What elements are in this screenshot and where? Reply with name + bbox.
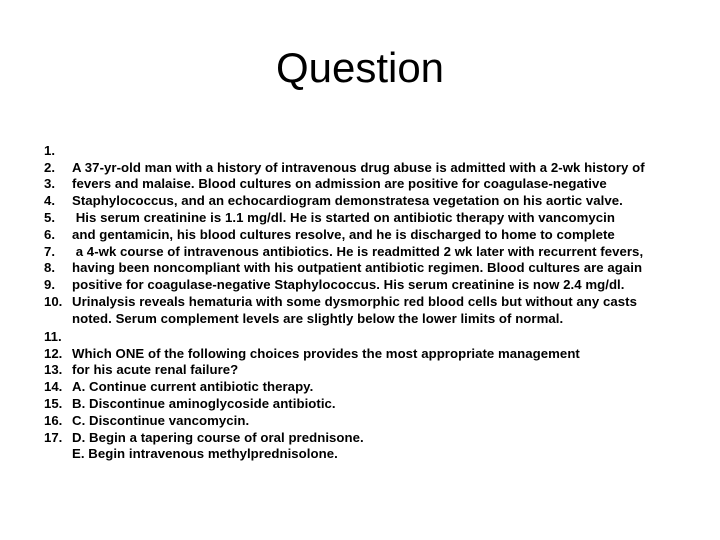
- line-text: fevers and malaise. Blood cultures on admission are positive for coagulase-negative: [72, 176, 607, 192]
- slide-title: Question: [275, 44, 445, 91]
- line-text: Urinalysis reveals hematuria with some dysmorphic red blood cells but without any casts: [72, 293, 637, 309]
- line-number: 10.: [44, 293, 63, 309]
- line-number: 9.: [44, 277, 55, 293]
- line-number: 6.: [44, 226, 55, 242]
- line-text: His serum creatinine is 1.1 mg/dl. He is started on antibiotic therapy with vancomycin: [72, 209, 615, 225]
- answer-choice-e: E. Begin intravenous methylprednisolone.: [72, 446, 338, 462]
- line-number: 8.: [44, 260, 55, 276]
- line-number: 7.: [44, 243, 55, 259]
- line-text: A 37-yr-old man with a history of intravenous drug abuse is admitted with a 2-wk history of: [72, 159, 645, 175]
- line-text: a 4-wk course of intravenous antibiotics. He is readmitted 2 wk later with recurrent fevers,: [72, 243, 644, 259]
- line-text: Staphylococcus, and an echocardiogram demonstratesa vegetation on his aortic valve.: [72, 193, 623, 209]
- line-number: 14.: [44, 379, 63, 395]
- answer-choice-d: D. Begin a tapering course of oral prednisone.: [72, 429, 364, 445]
- answer-choice-a: A. Continue current antibiotic therapy.: [72, 379, 314, 395]
- line-number: 4.: [44, 193, 55, 209]
- line-number: 16.: [44, 412, 63, 428]
- line-number: 17.: [44, 429, 63, 445]
- numbered-line: [0, 126, 720, 175]
- answer-choice-c: C. Discontinue vancomycin.: [72, 412, 250, 428]
- case-description: [0, 126, 720, 326]
- answer-choice-b: B. Discontinue aminoglycoside antibiotic.: [72, 395, 336, 411]
- line-number: 2.: [44, 159, 55, 175]
- question-and-choices: [0, 312, 720, 462]
- line-text: and gentamicin, his blood cultures resolve, and he is discharged to home to complete: [72, 226, 615, 242]
- line-text: having been noncompliant with his outpatient antibiotic regimen. Blood cultures are again: [72, 260, 643, 276]
- line-text: positive for coagulase-negative Staphylococcus. His serum creatinine is now 2.4 mg/dl.: [72, 277, 625, 293]
- line-number: 5.: [44, 209, 55, 225]
- line-text: noted. Serum complement levels are slightly below the lower limits of normal.: [72, 310, 564, 326]
- line-number: 12.: [44, 345, 63, 361]
- question-text: for his acute renal failure?: [72, 362, 239, 378]
- line-number: 15.: [44, 395, 63, 411]
- line-number: 1.: [44, 142, 55, 158]
- question-text: Which ONE of the following choices provides the most appropriate management: [72, 345, 580, 361]
- line-number: 3.: [44, 176, 55, 192]
- line-number: 11.: [44, 328, 62, 344]
- line-number: 13.: [44, 362, 63, 378]
